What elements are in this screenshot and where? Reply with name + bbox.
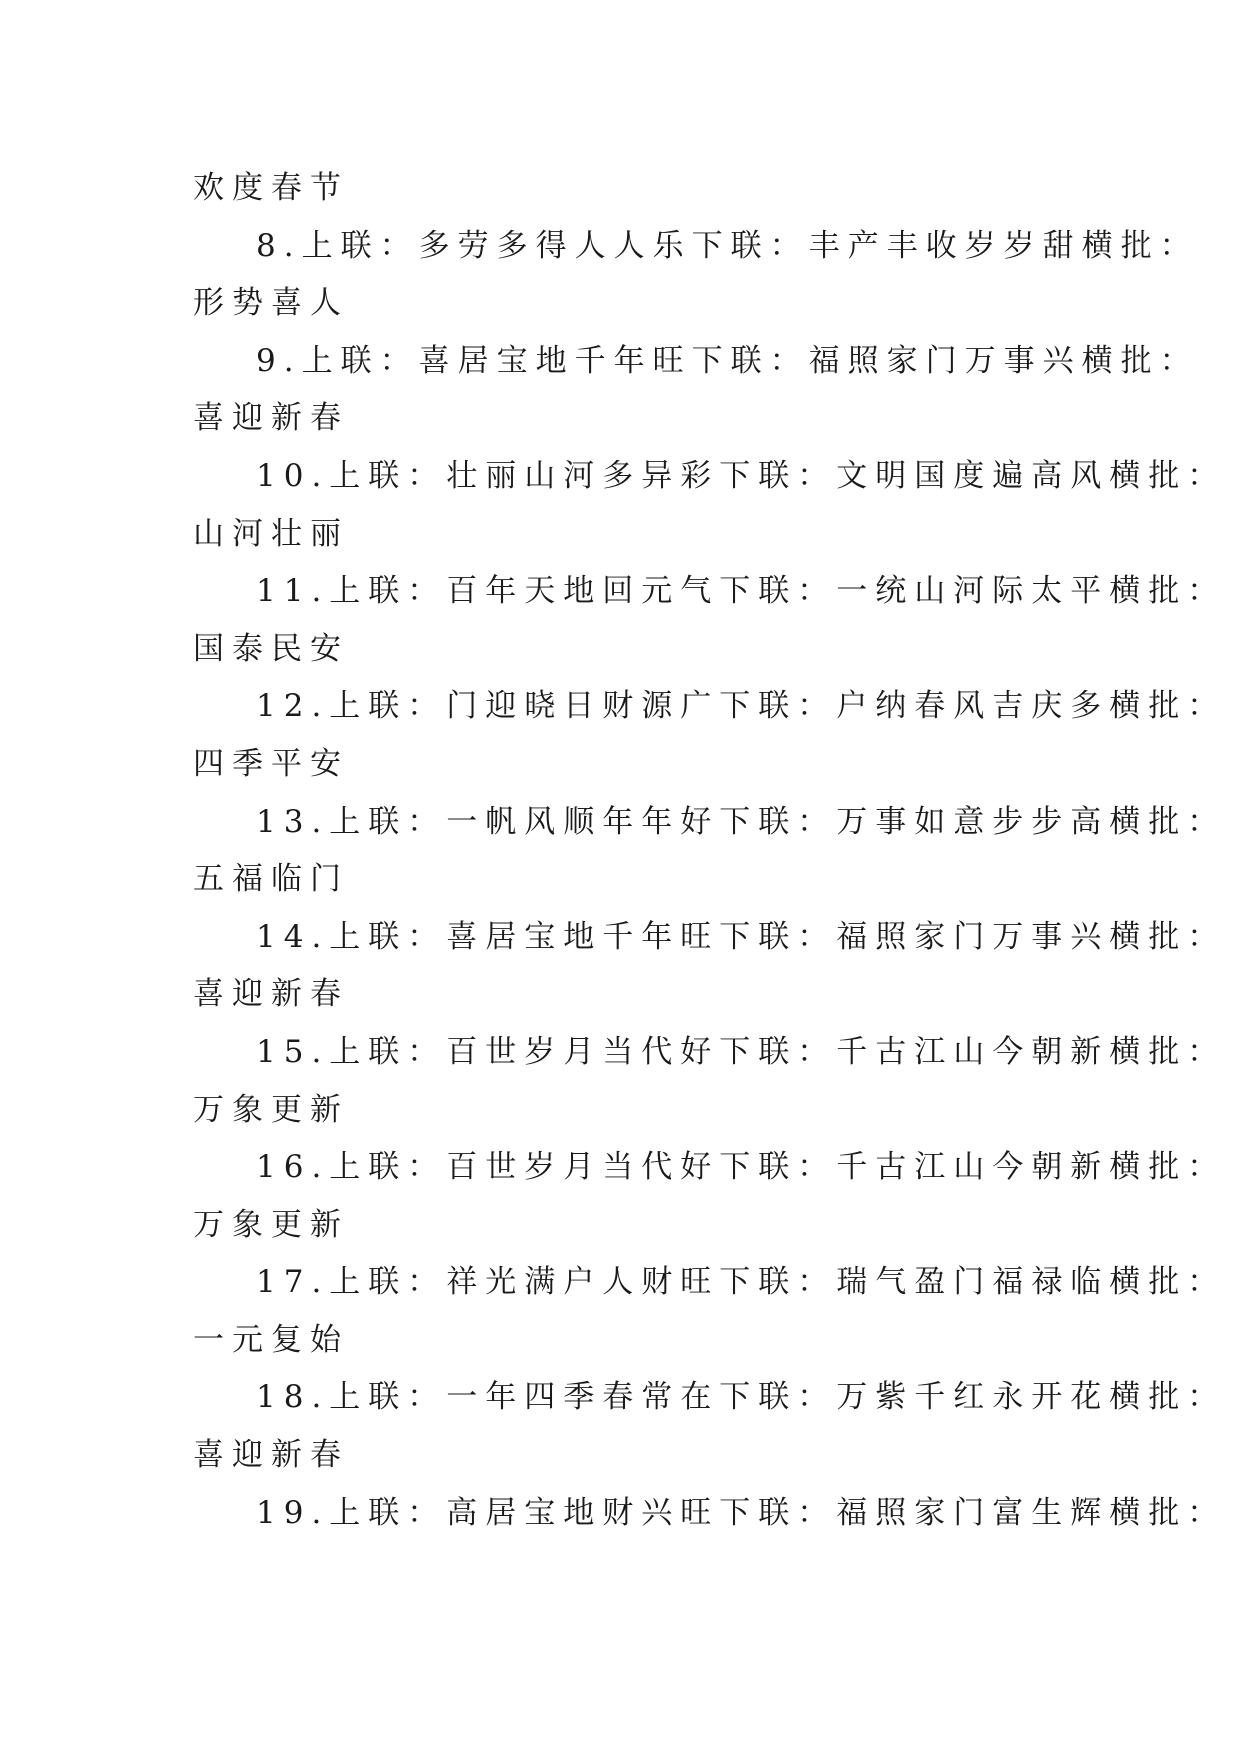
couplet-line: 9.上联：喜居宝地千年旺下联：福照家门万事兴横批： (256, 342, 1199, 379)
couplet-line: 13.上联：一帆风顺年年好下联：万事如意步步高横批： (256, 803, 1227, 840)
couplet-heading: 喜迎新春 (193, 976, 349, 1013)
couplet-heading: 万象更新 (193, 1091, 349, 1128)
couplet-line: 19.上联：高居宝地财兴旺下联：福照家门富生辉横批： (256, 1494, 1227, 1531)
continuation-line: 欢度春节 (193, 170, 349, 206)
couplet-heading: 万象更新 (193, 1206, 349, 1243)
couplet-line: 12.上联：门迎晓日财源广下联：户纳春风吉庆多横批： (256, 688, 1227, 725)
couplet-heading: 山河壮丽 (193, 515, 349, 552)
couplet-line: 18.上联：一年四季春常在下联：万紫千红永开花横批： (256, 1379, 1227, 1416)
couplet-line: 15.上联：百世岁月当代好下联：千古江山今朝新横批： (256, 1033, 1227, 1070)
couplet-heading: 国泰民安 (193, 630, 349, 667)
couplet-heading: 一元复始 (193, 1321, 349, 1358)
couplet-line: 17.上联：祥光满户人财旺下联：瑞气盈门福禄临横批： (256, 1264, 1227, 1301)
couplet-line: 8.上联：多劳多得人人乐下联：丰产丰收岁岁甜横批： (256, 227, 1199, 264)
couplet-line: 11.上联：百年天地回元气下联：一统山河际太平横批： (256, 573, 1227, 610)
couplet-heading: 喜迎新春 (193, 400, 349, 437)
document-body (193, 160, 1227, 1542)
couplet-heading: 形势喜人 (193, 285, 349, 322)
couplet-line: 16.上联：百世岁月当代好下联：千古江山今朝新横批： (256, 1149, 1227, 1186)
couplet-heading: 喜迎新春 (193, 1437, 349, 1474)
couplet-heading: 四季平安 (193, 745, 349, 782)
couplet-line: 14.上联：喜居宝地千年旺下联：福照家门万事兴横批： (256, 918, 1227, 955)
couplet-heading: 五福临门 (193, 861, 349, 898)
couplet-line: 10.上联：壮丽山河多异彩下联：文明国度遍高风横批： (256, 457, 1227, 494)
